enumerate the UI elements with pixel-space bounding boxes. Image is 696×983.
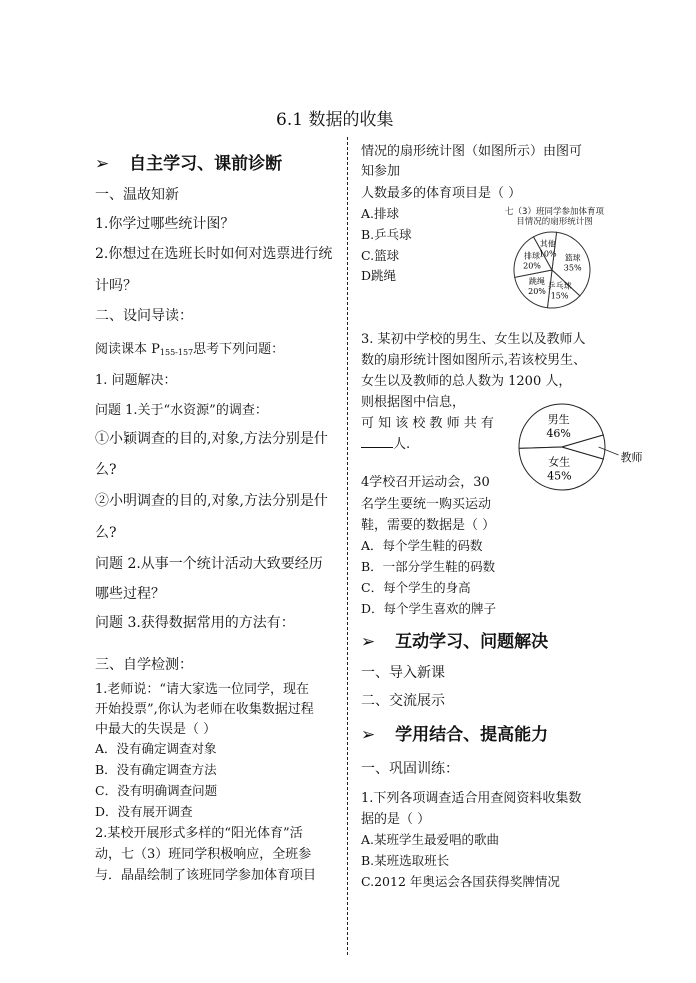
pie1-slice-label: 乒乓球	[547, 281, 572, 291]
arrow-bullet-icon: ➢	[95, 154, 110, 174]
choice-option: A．每个学生鞋的码数	[361, 538, 483, 553]
column-divider	[347, 137, 348, 955]
answer-line: 人.	[361, 433, 410, 452]
question-text: 么?	[95, 462, 117, 478]
answer-blank[interactable]	[361, 435, 393, 448]
choice-option: B.某班选取班长	[361, 853, 450, 868]
pie1-slice-label: 跳绳	[529, 277, 546, 287]
choice-option: B．一部分学生鞋的码数	[361, 559, 496, 574]
arrow-bullet-icon: ➢	[361, 632, 376, 652]
question-text: 名学生要统一购买运动	[361, 497, 492, 512]
question-text: 问题 3.获得数据常用的方法有：	[95, 615, 295, 631]
section-heading-self-study: ➢ 自主学习、课前诊断	[95, 154, 283, 174]
choice-option: C．每个学生的身高	[361, 580, 471, 595]
pie-chart-sports	[495, 228, 610, 313]
question-text: 动，七（3）班同学积极响应，全班参	[95, 847, 312, 862]
pie1-slice-percent: 20%	[523, 261, 541, 271]
question-text: 知参加	[361, 164, 401, 179]
question-text: 4学校召开运动会，30	[361, 475, 490, 490]
section-heading-interactive: ➢ 互动学习、问题解决	[361, 632, 549, 652]
question-text: 可 知 该 校 教 师 共 有	[361, 416, 494, 431]
question-text: 问题 1.关于“水资源”的调查：	[95, 403, 268, 418]
question-text: 2.某校开展形式多样的“阳光体育”活	[95, 826, 303, 841]
choice-option: B．没有确定调查方法	[95, 762, 217, 777]
choice-option: C.2012 年奥运会各国获得奖牌情况	[361, 874, 560, 889]
pie1-slice-percent: 10%	[538, 249, 557, 259]
question-text: 1.老师说：“请大家选一位同学，现在	[95, 682, 310, 697]
pie1-slice-label: 篮球	[564, 253, 581, 263]
question-text: 计吗？	[95, 278, 137, 294]
pie1-slice-percent: 35%	[563, 263, 582, 273]
question-text: ②小明调查的目的,对象,方法分别是什	[95, 493, 328, 509]
choice-option: D．没有展开调查	[95, 804, 193, 819]
question-text: 问题 2.从事一个统计活动大致要经历	[95, 556, 323, 572]
question-text: 人数最多的体育项目是（ ）	[361, 186, 522, 201]
choice-option: A．没有确定调查对象	[95, 741, 217, 756]
question-text: 3. 某初中学校的男生、女生以及教师人	[361, 332, 586, 347]
question-text: 中最大的失误是（ ）	[95, 722, 217, 737]
choice-option: D跳绳	[361, 268, 397, 283]
question-text: 哪些过程？	[95, 586, 165, 602]
section-heading-apply: ➢ 学用结合、提高能力	[361, 725, 549, 745]
pie2-slice-percent: 46%	[546, 426, 571, 440]
choice-option: D．每个学生喜欢的牌子	[361, 601, 497, 616]
pie-chart-school	[510, 400, 690, 495]
pie1-slice-label: 其他	[539, 239, 556, 249]
pie2-slice-label: 教师	[620, 451, 643, 464]
question-text: 开始投票”,你认为老师在收集数据过程	[95, 702, 314, 717]
choice-option: B.乒乓球	[361, 227, 412, 242]
question-text: 则根据图中信息，	[361, 395, 466, 410]
pie2-slice-label: 男生	[547, 412, 570, 426]
question-text: 2.你想过在选班长时如何对选票进行统	[95, 246, 333, 262]
question-text: 与．晶晶绘制了该班同学参加体育项目	[95, 868, 317, 883]
reading-instruction: 阅读课本 $P_{155-157}$思考下列问题：	[95, 342, 285, 357]
question-text: 据的是（ ）	[361, 812, 431, 827]
pie1-slice-label: 排球	[524, 251, 541, 261]
question-text: 女生以及教师的总人数为 1200 人，	[361, 374, 572, 389]
question-text: ①小颖调查的目的,对象,方法分别是什	[95, 431, 328, 447]
question-text: 数的扇形统计图如图所示,若该校男生、	[361, 353, 587, 368]
question-text: 情况的扇形统计图（如图所示）由图可	[361, 144, 583, 159]
part-heading-practice: 一、巩固训练：	[361, 761, 459, 777]
part-heading-guide: 二、设问导读：	[95, 308, 193, 324]
pie1-title: 七（3）班同学参加体育项 目情况的扇形统计图	[505, 207, 604, 227]
choice-option: C．没有明确调查问题	[95, 783, 218, 798]
question-text: 么?	[95, 525, 117, 541]
pie1-slice-percent: 15%	[550, 291, 569, 301]
choice-option: C.篮球	[361, 248, 400, 263]
pie1-slice-percent: 20%	[528, 287, 546, 297]
question-text: 1.下列各项调查适合用查阅资料收集数	[361, 791, 582, 806]
part-heading-intro: 一、导入新课	[361, 665, 445, 681]
question-text: 1.你学过哪些统计图？	[95, 216, 235, 232]
pie2-slice-label: 女生	[548, 455, 571, 469]
choice-option: A.排球	[361, 206, 400, 221]
page-title: 6.1 数据的收集	[276, 110, 394, 130]
problem-solving-label: 1. 问题解决：	[95, 373, 177, 388]
question-text: 鞋，需要的数据是（ ）	[361, 518, 496, 533]
part-heading-self-test: 三、自学检测：	[95, 657, 193, 673]
part-heading-review: 一、温故知新	[95, 187, 179, 203]
arrow-bullet-icon: ➢	[361, 725, 376, 745]
choice-option: A.某班学生最爱唱的歌曲	[361, 832, 500, 847]
pie2-slice-percent: 45%	[547, 469, 572, 483]
part-heading-exchange: 二、交流展示	[361, 693, 445, 709]
